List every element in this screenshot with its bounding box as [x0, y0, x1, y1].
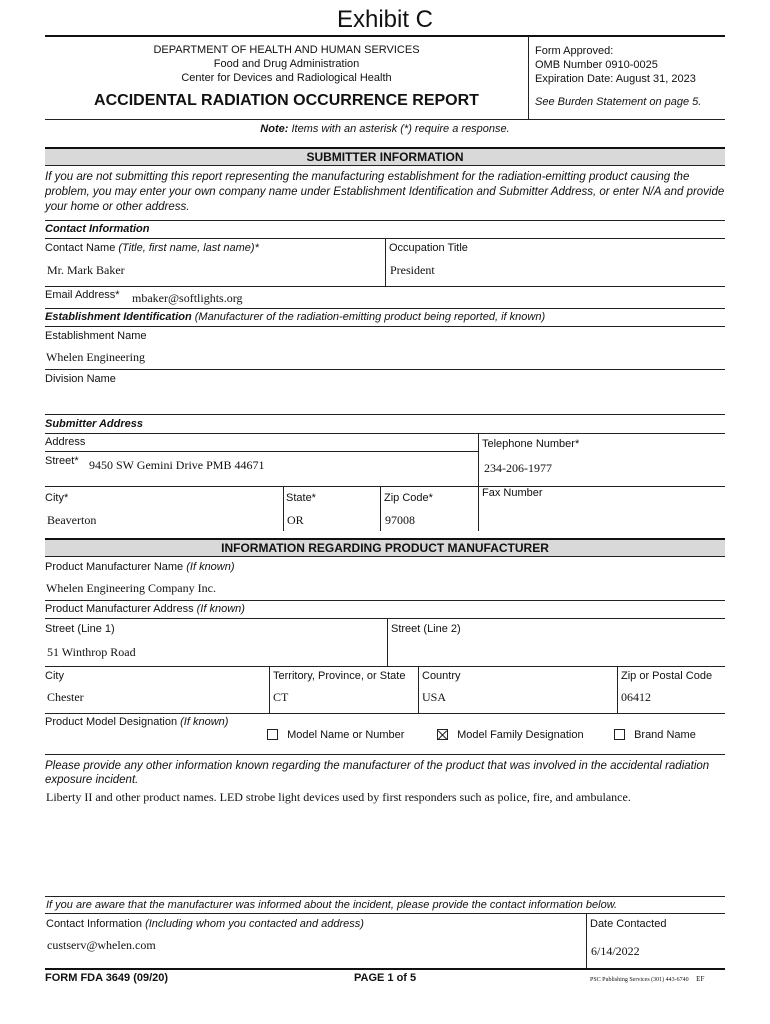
checkbox-brand-name[interactable] — [614, 729, 625, 740]
establishment-name-label: Establishment Name — [45, 330, 147, 342]
dept-name: DEPARTMENT OF HEALTH AND HUMAN SERVICES — [153, 44, 420, 56]
note-label: Note: — [260, 123, 289, 135]
telephone-label: Telephone Number* — [482, 438, 580, 450]
fax-field[interactable] — [482, 505, 722, 527]
burden-statement: See Burden Statement on page 5. — [535, 96, 702, 108]
street2-field[interactable] — [391, 640, 721, 662]
fax-label: Fax Number — [482, 487, 543, 499]
form-title: ACCIDENTAL RADIATION OCCURRENCE REPORT — [94, 92, 479, 109]
mfr-country-field[interactable]: USA — [422, 690, 447, 704]
street-label: Street* — [45, 455, 79, 467]
submitter-heading: SUBMITTER INFORMATION — [45, 147, 725, 166]
manufacturer-name-field[interactable]: Whelen Engineering Company Inc. — [46, 581, 216, 595]
date-contacted-label: Date Contacted — [590, 918, 667, 930]
mfr-city-label: City — [45, 670, 64, 682]
exhibit-title: Exhibit C — [336, 6, 434, 33]
state-field[interactable]: OR — [287, 513, 304, 527]
note-text: Items with an asterisk (*) require a response. — [291, 123, 510, 135]
contact-name-field[interactable]: Mr. Mark Baker — [47, 263, 125, 277]
manufacturer-address-label: Product Manufacturer Address (If known) — [45, 603, 245, 615]
city-label: City* — [45, 492, 69, 504]
option-model-family[interactable]: Model Family Designation — [437, 729, 584, 741]
center-name: Center for Devices and Radiological Health — [181, 72, 392, 84]
mfr-zip-label: Zip or Postal Code — [621, 670, 713, 682]
establishment-heading: Establishment Identification (Manufacturer of the radiation-emitting product being reported, if known) — [45, 311, 546, 323]
model-designation-label: Product Model Designation (If known) — [45, 716, 229, 728]
occupation-field[interactable]: President — [390, 263, 435, 277]
option-brand-name[interactable]: Brand Name — [614, 729, 696, 741]
mfr-city-field[interactable]: Chester — [47, 690, 84, 704]
address-label: Address — [45, 436, 86, 448]
state-label: State* — [286, 492, 316, 504]
mfr-country-label: Country — [422, 670, 461, 682]
other-info-field[interactable]: Liberty II and other product names. LED strobe light devices used by first responders such as police, fire, and ambulance. — [46, 790, 631, 804]
city-field[interactable]: Beaverton — [47, 513, 97, 527]
checkbox-model-name[interactable] — [267, 729, 278, 740]
manufacturer-heading: INFORMATION REGARDING PRODUCT MANUFACTURER — [45, 538, 725, 557]
street1-field[interactable]: 51 Winthrop Road — [47, 645, 136, 659]
email-field[interactable]: mbaker@softlights.org — [132, 291, 243, 305]
psc-publishing: PSC Publishing Services (301) 443-6740 EF — [590, 975, 705, 983]
date-contacted-field[interactable]: 6/14/2022 — [591, 944, 640, 958]
mfr-state-field[interactable]: CT — [273, 690, 289, 704]
street1-label: Street (Line 1) — [45, 623, 115, 635]
form-approved: Form Approved: — [535, 45, 614, 57]
mfr-contact-field[interactable]: custserv@whelen.com — [47, 938, 156, 952]
zip-label: Zip Code* — [384, 492, 433, 504]
division-name-label: Division Name — [45, 373, 116, 385]
checkbox-model-family[interactable] — [437, 729, 448, 740]
expiration-date: Expiration Date: August 31, 2023 — [535, 73, 696, 85]
occupation-label: Occupation Title — [389, 242, 468, 254]
agency-name: Food and Drug Administration — [213, 58, 360, 70]
mfr-zip-field[interactable]: 06412 — [621, 690, 651, 704]
form-number: FORM FDA 3649 (09/20) — [45, 972, 169, 984]
submitter-address-heading: Submitter Address — [45, 418, 144, 430]
street-field[interactable]: 9450 SW Gemini Drive PMB 44671 — [89, 458, 265, 472]
option-model-name[interactable]: Model Name or Number — [267, 729, 404, 741]
page-number: PAGE 1 of 5 — [354, 972, 417, 984]
header-left — [45, 43, 528, 85]
email-label: Email Address* — [45, 289, 120, 301]
establishment-name-field[interactable]: Whelen Engineering — [46, 350, 145, 364]
submitter-intro: If you are not submitting this report representing the manufacturing establishment for the radiation-emitting product causing the problem, you may enter your own company name under Establishment Identification and Submitter Address, or enter N/A and provide your home or other address. — [45, 171, 725, 213]
mfr-state-label: Territory, Province, or State — [273, 670, 406, 682]
mfr-contact-label: Contact Information (Including whom you contacted and address) — [46, 918, 364, 930]
zip-field[interactable]: 97008 — [385, 513, 415, 527]
street2-label: Street (Line 2) — [391, 623, 461, 635]
omb-number: OMB Number 0910-0025 — [535, 59, 658, 71]
note — [0, 123, 770, 135]
contact-name-label: Contact Name (Title, first name, last name)* — [45, 242, 259, 254]
contact-heading: Contact Information — [45, 223, 150, 235]
manufacturer-name-label: Product Manufacturer Name (If known) — [45, 561, 235, 573]
other-info-prompt: Please provide any other information known regarding the manufacturer of the product that was involved in the accidental radiation exposure incident. — [45, 760, 710, 786]
informed-prompt: If you are aware that the manufacturer was informed about the incident, please provide the contact information below. — [46, 899, 618, 911]
division-name-field[interactable] — [45, 388, 725, 410]
telephone-field[interactable]: 234-206-1977 — [484, 461, 552, 475]
form-approval — [535, 44, 696, 86]
